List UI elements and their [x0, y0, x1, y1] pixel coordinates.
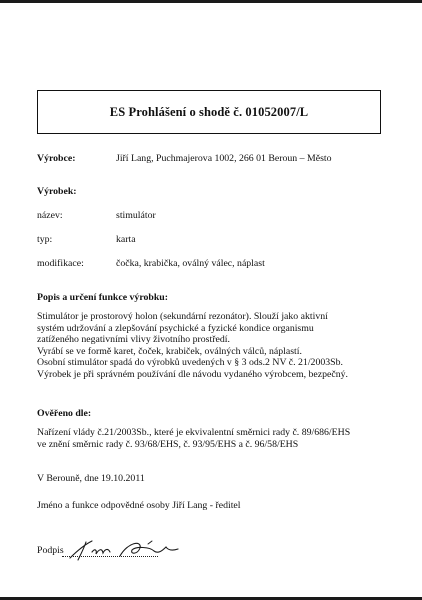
scan-edge-top: [0, 0, 422, 3]
product-modification-values: čočka, krabička, oválný válec, náplast: [116, 258, 265, 269]
product-modification-label: modifikace:: [37, 258, 84, 269]
title-box: [37, 90, 381, 134]
signature-label: Podpis: [37, 545, 64, 556]
product-name-value: stimulátor: [116, 210, 156, 221]
description-paragraph: [37, 311, 348, 381]
description-heading: Popis a určení funkce výrobku:: [37, 292, 169, 303]
description-line: zatíženého negativními vlivy životního prostředí.: [37, 334, 230, 346]
handwritten-signature: [62, 538, 192, 564]
verified-heading: Ověřeno dle:: [37, 408, 92, 419]
manufacturer-value: Jiří Lang, Puchmajerova 1002, 266 01 Beroun – Město: [116, 153, 332, 164]
product-heading: Výrobek:: [37, 186, 77, 197]
description-line: Vyrábí se ve formě karet, čoček, krabiček, oválných válců, náplastí.: [37, 345, 302, 357]
place-date: V Berouně, dne 19.10.2011: [37, 473, 145, 484]
product-name-label: název:: [37, 210, 63, 221]
manufacturer-label: Výrobce:: [37, 153, 76, 164]
responsible-person: Jméno a funkce odpovědné osoby Jiří Lang - ředitel: [37, 500, 241, 511]
verified-line: ve znění směrnic rady č. 93/68/EHS, č. 93/95/EHS a č. 96/58/EHS: [37, 438, 299, 450]
product-type-label: typ:: [37, 234, 53, 245]
description-line: Osobní stimulátor spadá do výrobků uvedených v § 3 ods.2 NV č. 21/2003Sb.: [37, 357, 343, 369]
description-line: Stimulátor je prostorový holon (sekundární rezonátor). Slouží jako aktivní: [37, 311, 328, 322]
document-title: ES Prohlášení o shodě č. 01052007/L: [109, 104, 309, 119]
description-line: systém udržování a zlepšování psychické a fyzické kondice organismu: [37, 322, 314, 334]
verified-line: Nařízení vlády č.21/2003Sb., které je ekvivalentní směrnici rady č. 89/686/EHS: [37, 427, 351, 438]
product-type-value: karta: [116, 234, 136, 245]
description-line: Výrobek je při správném používání dle návodu vydaného výrobcem, bezpečný.: [37, 368, 348, 380]
verified-paragraph: [37, 427, 350, 450]
